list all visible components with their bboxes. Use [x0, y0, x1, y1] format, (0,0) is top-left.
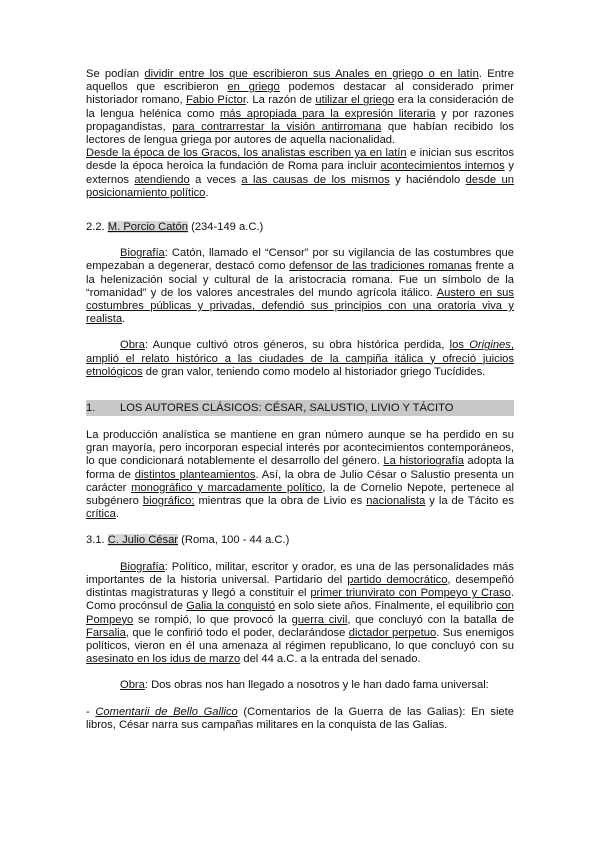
underlined-text: nacionalista: [366, 495, 426, 508]
section-dates: (234-149 a.C.): [188, 221, 264, 234]
text: . Así, la obra de Julio César o Salustio presenta un carácter: [86, 468, 514, 494]
text: , que concluyó con la batalla de: [347, 613, 515, 626]
underlined-text: para contrarrestar la visión antirromana: [172, 120, 382, 133]
underlined-text: en griego: [227, 81, 280, 94]
text: y haciéndolo: [389, 173, 466, 186]
label-obra: Obra: [120, 339, 145, 352]
document-page: [86, 68, 514, 732]
paragraph-cato-biografia: [86, 247, 514, 326]
text: .: [205, 186, 209, 199]
text: los: [449, 339, 470, 352]
underlined-text: Desde la época de los Gracos, los analistas escriben ya en latín: [86, 147, 407, 160]
chapter-heading: [86, 400, 514, 416]
underlined-text: a las causas de los mismos: [241, 173, 390, 186]
label-biografia: Biografía: [120, 560, 165, 573]
underlined-text: primer triunvirato con Pompeyo y Craso: [310, 587, 511, 600]
underlined-text: La historiografía: [383, 455, 465, 468]
paragraph-cesar-biografia: [86, 561, 514, 667]
section-number: 3.1.: [86, 534, 108, 547]
text: .: [122, 313, 126, 326]
section-heading-cesar: [86, 534, 514, 547]
text: : Aunque cultivó otros géneros, su obra histórica perdida,: [144, 339, 450, 352]
paragraph-gracos: [86, 147, 514, 200]
text: podemos destacar al considerado primer historiador romano,: [86, 81, 514, 107]
text: en solo siete años. Finalmente, el equilibrio: [275, 600, 496, 613]
text: del 44 a.C. a la entrada del senado.: [240, 653, 421, 666]
label-biografia: Biografía: [120, 247, 165, 260]
text: frente a la helenización social y cultural de la aristocracia romana. Fue un símbolo de la “romanidad” y de los valores ancestrales del mundo agrícola itálico.: [86, 260, 515, 299]
text: La producción analística se mantiene en gran número aunque se ha perdido en su gran mayoría, pero incorporan especial interés por acontecimientos contemporáneos, lo que condicionará notablemente el desarrollo del género.: [86, 429, 514, 468]
text: de gran valor, teniendo como modelo al historiador griego Tucídides.: [142, 365, 486, 378]
underlined-text: Galia la conquistó: [186, 600, 276, 613]
paragraph-anales: [86, 68, 514, 147]
underlined-text: monográfico y marcadamente político: [131, 481, 323, 494]
paragraph-produccion: [86, 429, 514, 521]
text: , la de Cornelio Nepote, pertenece al subgénero: [86, 481, 514, 508]
text: : Catón, llamado el “Censor” por su vigilancia de las costumbres que empezaban a degenerar, destacó como: [86, 247, 514, 273]
text: . Como procónsul de: [86, 587, 514, 613]
underlined-text: acontecimientos internos: [380, 160, 505, 173]
underlined-text: Farsalia: [86, 626, 126, 639]
underlined-text: atendiendo: [134, 173, 190, 186]
section-name: C. Julio César: [107, 534, 179, 547]
paragraph-cato-obra: [86, 339, 514, 379]
text: (Comentarios de la Guerra de las Galias): En siete libros, César narra sus campañas militares en la conquista de las Galias.: [86, 705, 514, 731]
text: que habían recibido los lectores de lengua griega por autores de aquella nacionalidad.: [86, 120, 514, 147]
underlined-text: asesinato en los idus de marzo: [86, 653, 241, 666]
text: adopta la forma de: [86, 455, 514, 481]
underlined-text: distintos planteamientos: [134, 468, 256, 481]
underlined-text: utilizar el griego: [315, 94, 395, 107]
text: y la de Tácito es: [425, 495, 514, 508]
text: : Dos obras nos han llegado a nosotros y le han dado fama universal:: [144, 679, 489, 692]
text: se rompió, lo que provocó la: [133, 613, 292, 626]
italic-title: Comentarii de Bello Gallico: [95, 705, 238, 718]
underlined-text: defensor de las tradiciones romanas: [289, 260, 472, 273]
text: . Entre aquellos que escribieron: [86, 68, 514, 94]
underlined-text: dividir entre los que escribieron sus Anales en griego o en latín: [144, 68, 479, 80]
section-name: M. Porcio Catón: [107, 221, 188, 234]
chapter-title: LOS AUTORES CLÁSICOS: CÉSAR, SALUSTIO, LIVIO Y TÁCITO: [120, 402, 454, 415]
underlined-text: Fabio Píctor: [186, 94, 246, 107]
underlined-text: desde un posicionamiento político: [86, 173, 514, 199]
section-dates: (Roma, 100 - 44 a.C.): [178, 534, 290, 547]
text: , desempeñó distintas magistraturas y llegó a constituir el: [86, 573, 514, 600]
list-dash: -: [86, 705, 96, 718]
section-heading-cato: [86, 221, 514, 234]
underlined-text: crítica: [86, 508, 116, 521]
paragraph-cesar-obra: [86, 679, 514, 692]
text: , amplió el relato histórico a las ciudades de la campiña itálica y ofreció juicios etnológicos: [86, 339, 514, 378]
text: Se podían: [86, 68, 145, 80]
chapter-number: 1.: [86, 402, 96, 415]
text: .: [115, 508, 119, 521]
text: . Sus enemigos políticos, vieron en él una amenaza al régimen republicano, lo que concluyó con su: [86, 626, 515, 652]
text: y externos: [86, 160, 515, 186]
underlined-text: dictador perpetuo: [348, 626, 437, 639]
underlined-text: partido democrático: [347, 573, 448, 586]
text: y por razones propagandistas,: [86, 107, 514, 133]
underlined-text: con Pompeyo: [86, 600, 514, 626]
text: mientras que la obra de Livio es: [194, 495, 367, 508]
text: e inician sus escritos desde la época heroica la fundación de Roma para incluir: [86, 147, 515, 173]
underlined-text: biográfico;: [142, 495, 195, 508]
label-obra: Obra: [120, 679, 145, 692]
underlined-text: más apropiada para la expresión literaria: [219, 107, 436, 120]
underlined-text: guerra civil: [291, 613, 348, 626]
paragraph-bello-gallico: [86, 706, 514, 732]
text: era la consideración de la lengua helénica como: [86, 94, 514, 120]
text: : Político, militar, escritor y orador, es una de las personalidades más importantes de la historia universal. Partidario del: [86, 560, 514, 586]
section-number: 2.2.: [86, 221, 108, 234]
italic-title: Origines: [469, 339, 511, 352]
text: , que le confirió todo el poder, declarándose: [125, 626, 349, 639]
text: . La razón de: [245, 94, 316, 107]
underlined-text: Austero en sus costumbres públicas y privadas, defendió sus principios con una oratoria viva y realista: [86, 286, 514, 326]
text: a veces: [189, 173, 242, 186]
